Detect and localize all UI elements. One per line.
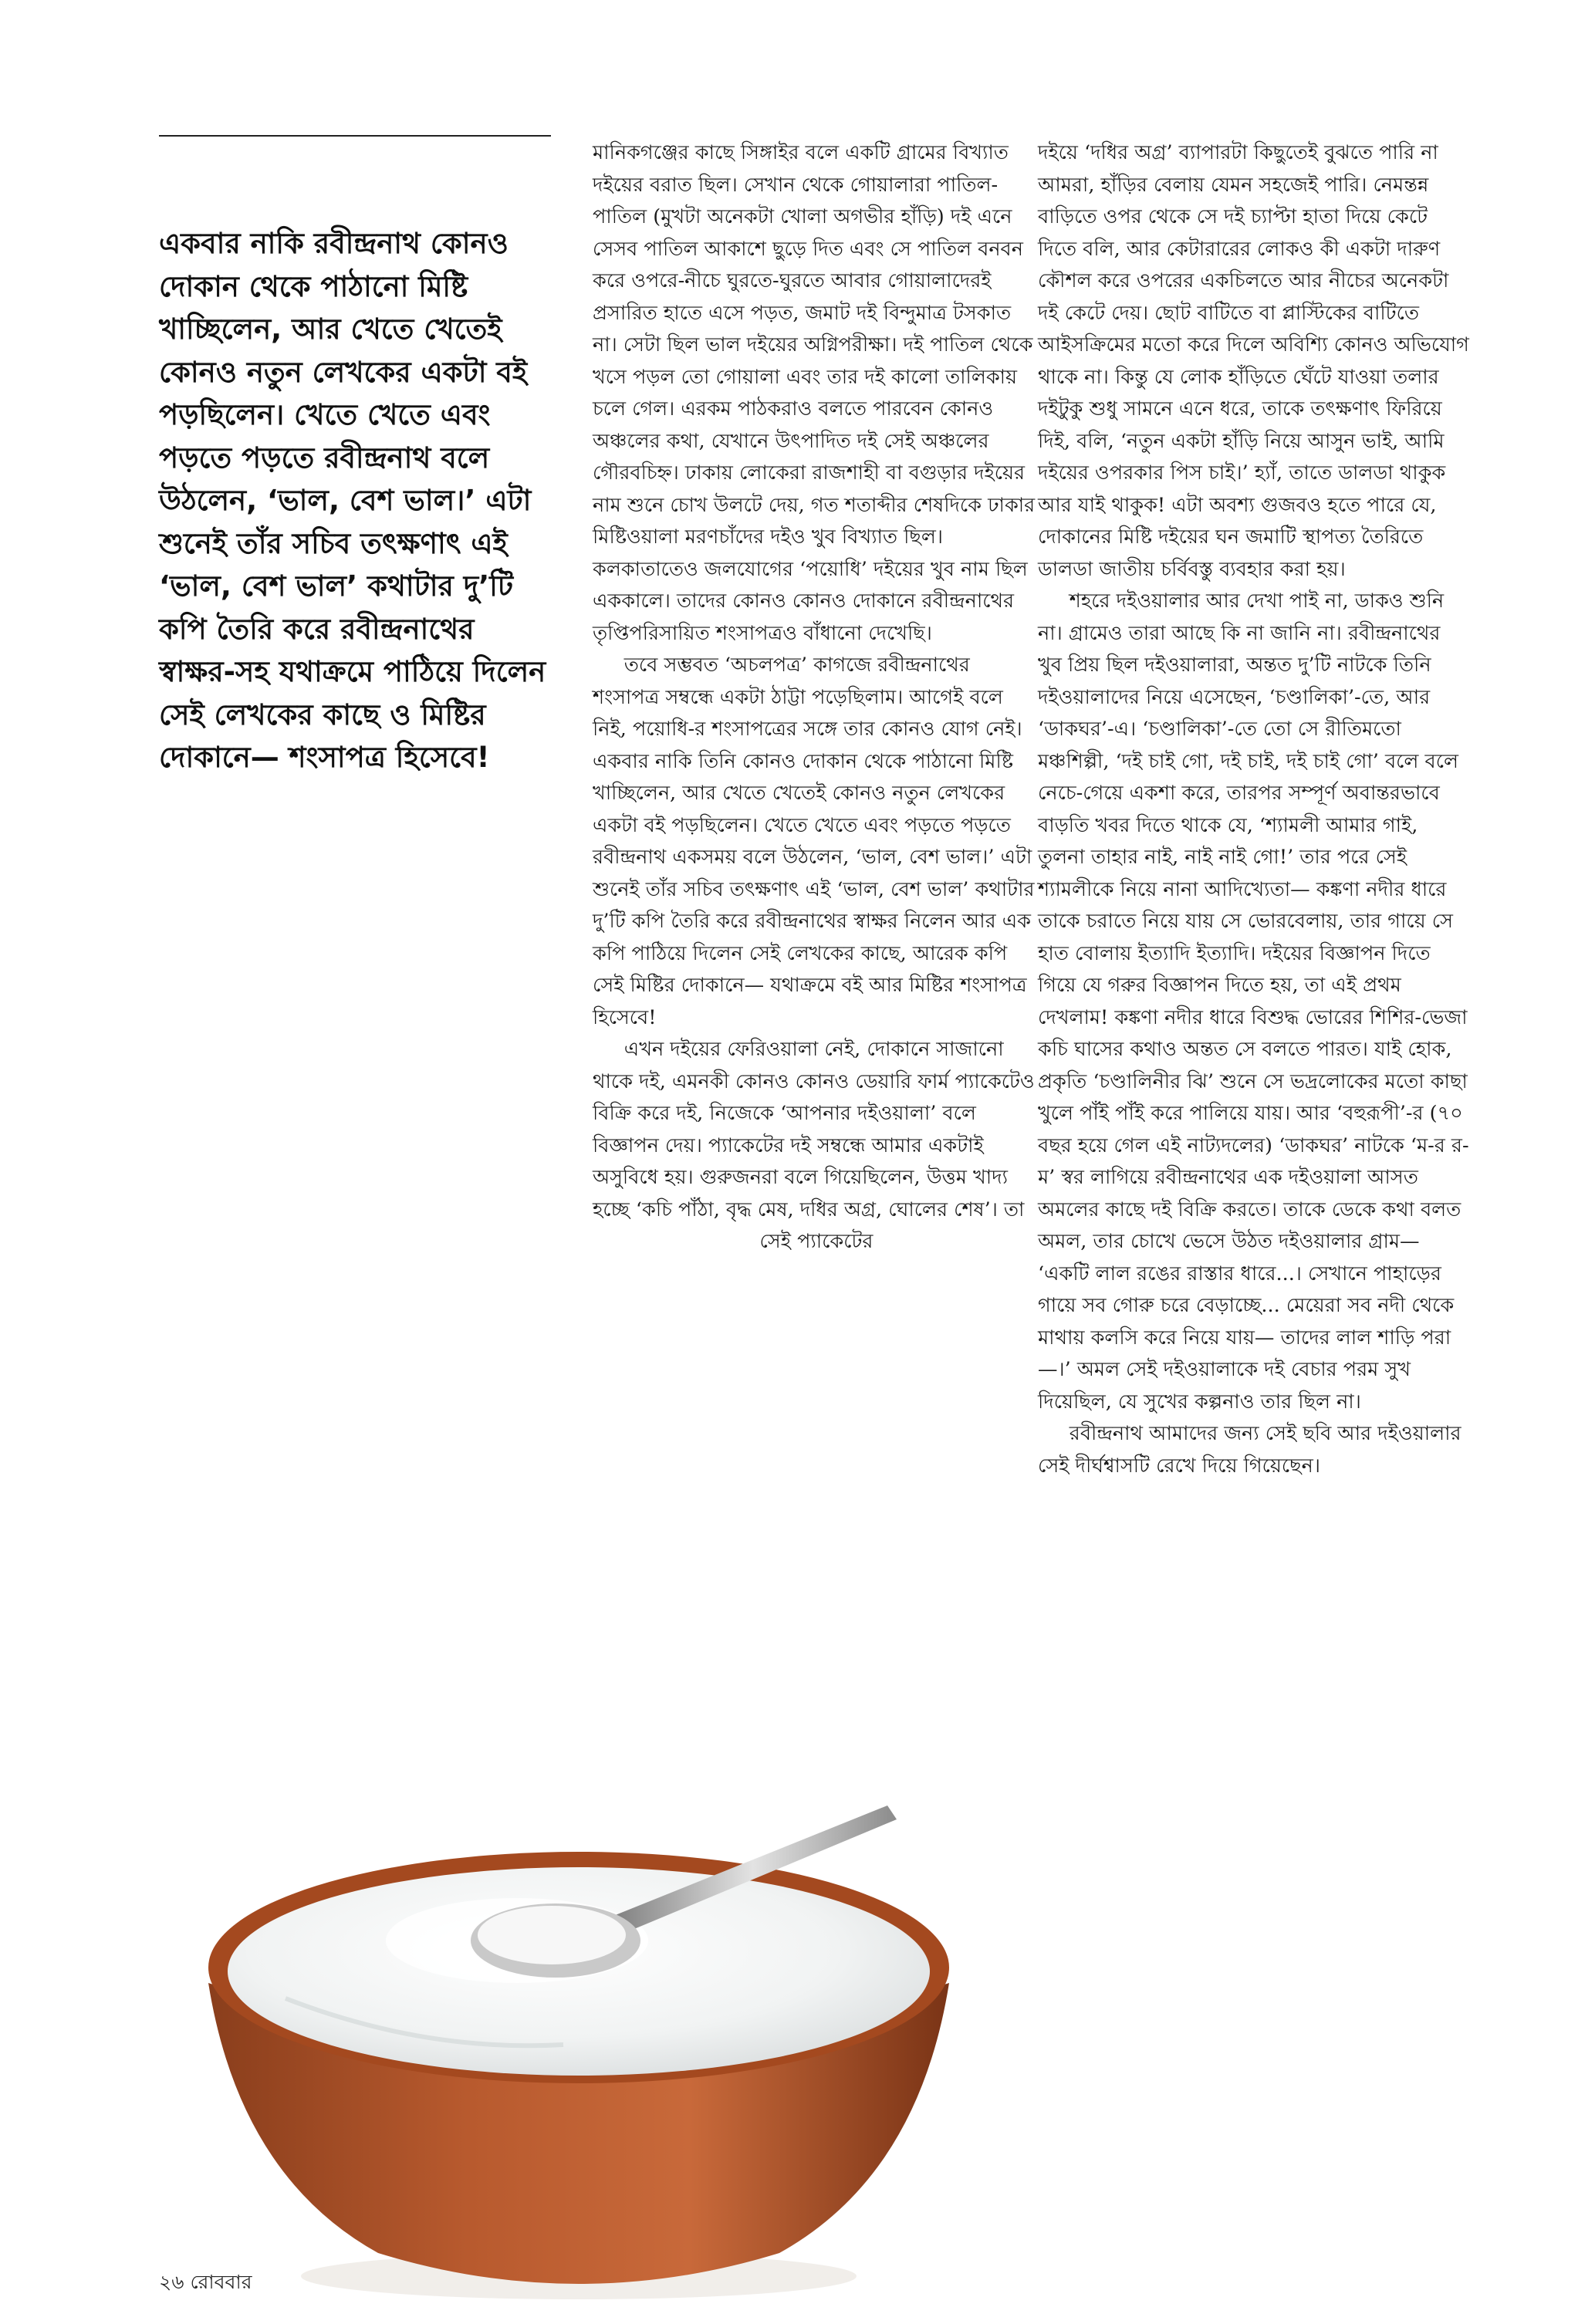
article-column-1 [593,137,1040,1258]
paragraph: দইয়ে ‘দধির অগ্র’ ব্যাপারটা কিছুতেই বুঝতে পারি না আমরা, হাঁড়ির বেলায় যেমন সহজেই পারি। নেমন্তন্ন বাড়িতে ওপর থেকে সে দই চ্যাপ্টা হাতা দিয়ে কেটে দিতে বলি, আর কেটারারের লোকও কী একটা দারুণ কৌশল করে ওপরের একচিলতে আর নীচের অনেকটা দই কেটে দেয়। ছোট বাটিতে বা প্লাস্টিকের বাটিতে আইসক্রিমের মতো করে দিলে অবিশ্যি কোনও অভিযোগ থাকে না। কিন্তু যে লোক হাঁড়িতে ঘেঁটে যাওয়া তলার দইটুকু শুধু সামনে এনে ধরে, তাকে তৎক্ষণাৎ ফিরিয়ে দিই, বলি, ‘নতুন একটা হাঁড়ি নিয়ে আসুন ভাই, আমি দইয়ের ওপরকার পিস চাই।’ হ্যাঁ, তাতে ডালডা থাকুক আর যাই থাকুক! এটা অবশ্য গুজবও হতে পারে যে, দোকানের মিষ্টি দইয়ের ঘন জমাটি স্থাপত্য তৈরিতে ডালডা জাতীয় চর্বিবস্তু ব্যবহার করা হয়। [1038,141,1469,581]
pull-quote: একবার নাকি রবীন্দ্রনাথ কোনও দোকান থেকে পাঠানো মিষ্টি খাচ্ছিলেন, আর খেতে খেতেই কোনও নতুন লেখকের একটা বই পড়ছিলেন। খেতে খেতে এবং পড়তে পড়তে রবীন্দ্রনাথ বলে উঠলেন, ‘ভাল, বেশ ভাল।’ এটা শুনেই তাঁর সচিব তৎক্ষণাৎ এই ‘ভাল, বেশ ভাল’ কথাটার দু’টি কপি তৈরি করে রবীন্দ্রনাথের স্বাক্ষর-সহ যথাক্রমে পাঠিয়ে দিলেন সেই লেখকের কাছে ও মিষ্টির দোকানে— শংসাপত্র হিসেবে! [159,227,546,774]
top-divider-rule [159,135,551,137]
curd-bowl-image [193,1775,965,2315]
page-footer [159,2267,252,2300]
paragraph: তবে সম্ভবত ‘অচলপত্র’ কাগজে রবীন্দ্রনাথের শংসাপত্র সম্বন্ধে একটা ঠাট্টা পড়েছিলাম। আগেই বলে নিই, পয়োধি-র শংসাপত্রের সঙ্গে তার কোনও যোগ নেই। একবার নাকি তিনি কোনও দোকান থেকে পাঠানো মিষ্টি খাচ্ছিলেন, আর খেতে খেতেই কোনও নতুন লেখকের একটা বই পড়ছিলেন। খেতে খেতে এবং পড়তে পড়তে রবীন্দ্রনাথ একসময় বলে উঠলেন, ‘ভাল, বেশ ভাল।’ এটা শুনেই তাঁর সচিব তৎক্ষণাৎ এই ‘ভাল, বেশ ভাল’ কথাটার দু’টি কপি তৈরি করে রবীন্দ্রনাথের স্বাক্ষর নিলেন আর এক কপি পাঠিয়ে দিলেন সেই লেখকের কাছে, আরেক কপি সেই মিষ্টির দোকানে— যথাক্রমে বই আর মিষ্টির শংসাপত্র হিসেবে! [593,654,1035,1029]
paragraph: রবীন্দ্রনাথ আমাদের জন্য সেই ছবি আর দইওয়ালার সেই দীর্ঘশ্বাসটি রেখে দিয়ে গিয়েছেন। [1038,1422,1462,1478]
page-number: ২৬ [159,2271,184,2293]
paragraph: সেই প্যাকেটের [759,1230,874,1253]
paragraph: এখন দইয়ের ফেরিওয়ালা নেই, দোকানে সাজানো থাকে দই, এমনকী কোনও কোনও ডেয়ারি ফার্ম প্যাকেটেও বিক্রি করে দই, নিজেকে ‘আপনার দইওয়ালা’ বলে বিজ্ঞাপন দেয়। প্যাকেটের দই সম্বন্ধে আমার একটাই অসুবিধে হয়। গুরুজনরা বলে গিয়েছিলেন, উত্তম খাদ্য হচ্ছে ‘কচি পাঁঠা, বৃদ্ধ মেষ, দধির অগ্র, ঘোলের শেষ’। তা [593,1038,1035,1221]
paragraph: মানিকগঞ্জের কাছে সিঙ্গাইর বলে একটি গ্রামের বিখ্যাত দইয়ের বরাত ছিল। সেখান থেকে গোয়ালারা পাতিল-পাতিল (মুখটা অনেকটা খোলা অগভীর হাঁড়ি) দই এনে সেসব পাতিল আকাশে ছুড়ে দিত এবং সে পাতিল বনবন করে ওপরে-নীচে ঘুরতে-ঘুরতে আবার গোয়ালাদেরই প্রসারিত হাতে এসে পড়ত, জমাট দই বিন্দুমাত্র টসকাত না। সেটা ছিল ভাল দইয়ের অগ্নিপরীক্ষা। দই পাতিল থেকে খসে পড়ল তো গোয়ালা এবং তার দই কালো তালিকায় চলে গেল। এরকম পাঠকরাও বলতে পারবেন কোনও অঞ্চলের কথা, যেখানে উৎপাদিত দই সেই অঞ্চলের গৌরবচিহ্ন। ঢাকায় লোকেরা রাজশাহী বা বগুড়ার দইয়ের নাম শুনে চোখ উলটে দেয়, গত শতাব্দীর শেষদিকে ঢাকার মিষ্টিওয়ালা মরণচাঁদের দইও খুব বিখ্যাত ছিল। কলকাতাতেও জলযোগের ‘পয়োধি’ দইয়ের খুব নাম ছিল এককালে। তাদের কোনও কোনও দোকানে রবীন্দ্রনাথের তৃপ্তিপরিসায়িত শংসাপত্রও বাঁধানো দেখেছি। [593,141,1036,645]
curd-bowl-photo [193,1775,965,2315]
paragraph: শহরে দইওয়ালার আর দেখা পাই না, ডাকও শুনি না। গ্রামেও তারা আছে কি না জানি না। রবীন্দ্রনাথের খুব প্রিয় ছিল দইওয়ালারা, অন্তত দু’টি নাটকে তিনি দইওয়ালাদের নিয়ে এসেছেন, ‘চণ্ডালিকা’-তে, আর ‘ডাকঘর’-এ। ‘চণ্ডালিকা’-তে তো সে রীতিমতো মঞ্চশিল্পী, ‘দই চাই গো, দই চাই, দই চাই গো’ বলে বলে নেচে-গেয়ে একশা করে, তারপর সম্পূর্ণ অবান্তরভাবে বাড়তি খবর দিতে থাকে যে, ‘শ্যামলী আমার গাই, তুলনা তাহার নাই, নাই নাই গো!’ তার পরে সেই শ্যামলীকে নিয়ে নানা আদিখ্যেতা— কঙ্কণা নদীর ধারে তাকে চরাতে নিয়ে যায় সে ভোরবেলায়, তার গায়ে সে হাত বোলায় ইত্যাদি ইত্যাদি। দইয়ের বিজ্ঞাপন দিতে গিয়ে যে গরুর বিজ্ঞাপন দিতে হয়, তা এই প্রথম দেখলাম! কঙ্কণা নদীর ধারে বিশুদ্ধ ভোরের শিশির-ভেজা কচি ঘাসের কথাও অন্তত সে বলতে পারত। যাই হোক, প্রকৃতি ‘চণ্ডালিনীর ঝি’ শুনে সে ভদ্রলোকের মতো কাছা খুলে পাঁই পাঁই করে পালিয়ে যায়। আর ‘বহুরূপী’-র (৭০ বছর হয়ে গেল এই নাট্যদলের) ‘ডাকঘর’ নাটকে ‘ম-র র-ম’ স্বর লাগিয়ে রবীন্দ্রনাথের এক দইওয়ালা আসত অমলের কাছে দই বিক্রি করতে। তাকে ডেকে কথা বলত অমল, তার চোখে ভেসে উঠত দইওয়ালার গ্রাম— ‘একটি লাল রঙের রাস্তার ধারে...। সেখানে পাহাড়ের গায়ে সব গোরু চরে বেড়াচ্ছে... মেয়েরা সব নদী থেকে মাথায় কলসি করে নিয়ে যায়— তাদের লাল শাড়ি পরা—।’ অমল সেই দইওয়ালাকে দই বেচার পরম সুখ দিয়েছিল, যে সুখের কল্পনাও তার ছিল না। [1038,589,1469,1414]
magazine-name: রোববার [190,2271,252,2293]
article-column-2 [1038,137,1470,1482]
